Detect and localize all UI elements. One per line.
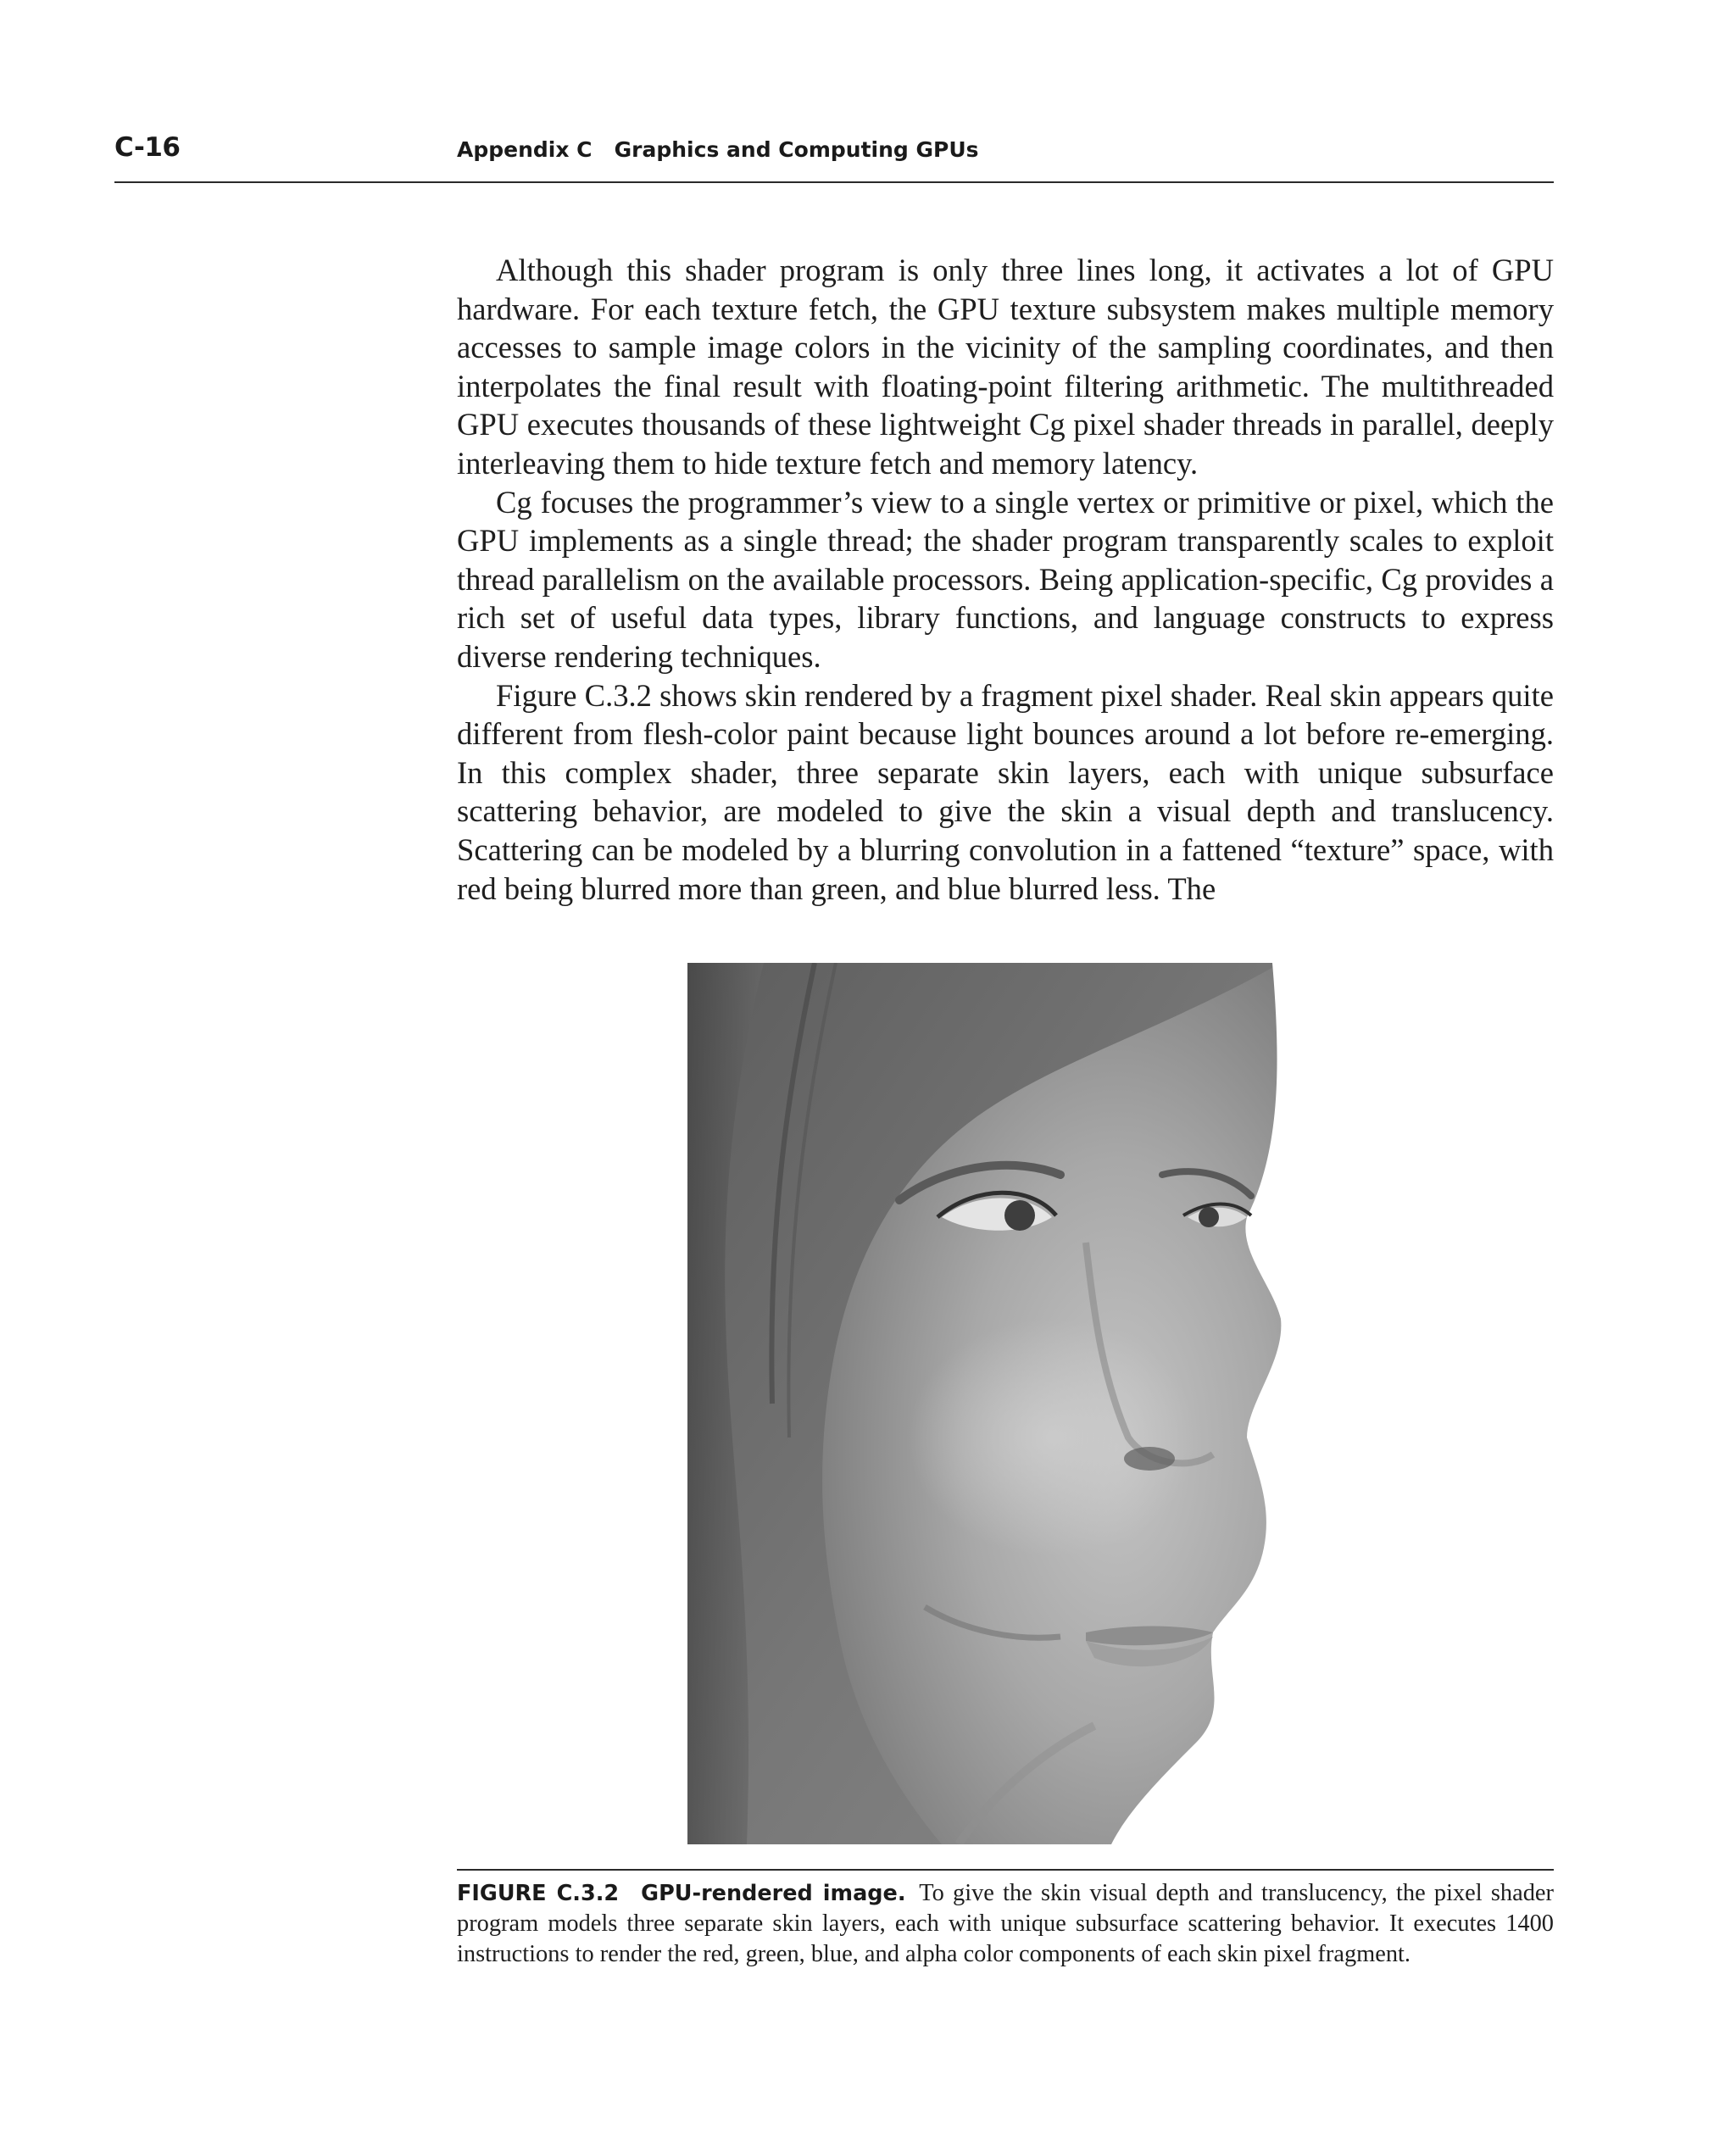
- rendered-face-image: [687, 963, 1297, 1844]
- running-header: [114, 127, 1554, 183]
- chapter-title: Appendix C Graphics and Computing GPUs: [457, 137, 979, 162]
- figure-caption: [457, 1878, 1554, 1969]
- page-number: C-16: [114, 132, 181, 163]
- paragraph: Cg focuses the programmer’s view to a single vertex or primitive or pixel, which the GPU implements as a single thread; the shader program transparently scales to exploit thread parallelism on the available processors. Being application-specific, Cg provides a rich set of useful data types, library functions, and language constructs to express diverse rendering techniques.: [457, 484, 1554, 674]
- figure-label: FIGURE C.3.2: [457, 1881, 620, 1906]
- caption-divider: [457, 1869, 1554, 1871]
- figure-title: GPU-rendered image.: [641, 1881, 906, 1906]
- caption-text: To give the skin visual depth and translucency, the pixel shader program models three separate skin layers, each with unique subsurface scattering behavior. It executes 1400 instructions to render the red, green, blue, and alpha color components of each skin pixel fragment.: [457, 1880, 1554, 1967]
- paragraph: Figure C.3.2 shows skin rendered by a fragment pixel shader. Real skin appears quite different from flesh-color paint because light bounces around a lot before re-emerging. In this complex shader, three separate skin layers, each with unique subsurface scattering behavior, are modeled to give the skin a visual depth and translucency. Scattering can be modeled by a blurring convolution in a fattened “texture” space, with red being blurred more than green, and blue blurred less. The: [457, 677, 1554, 906]
- body-text: [457, 251, 1554, 908]
- paragraph: Although this shader program is only three lines long, it activates a lot of GPU hardware. For each texture fetch, the GPU texture subsystem makes multiple memory accesses to sample image colors in the vicinity of the sampling coordinates, and then interpolates the final result with floating-point filtering arithmetic. The multithreaded GPU executes thousands of these lightweight Cg pixel shader threads in parallel, deeply interleaving them to hide texture fetch and memory latency.: [457, 253, 1554, 481]
